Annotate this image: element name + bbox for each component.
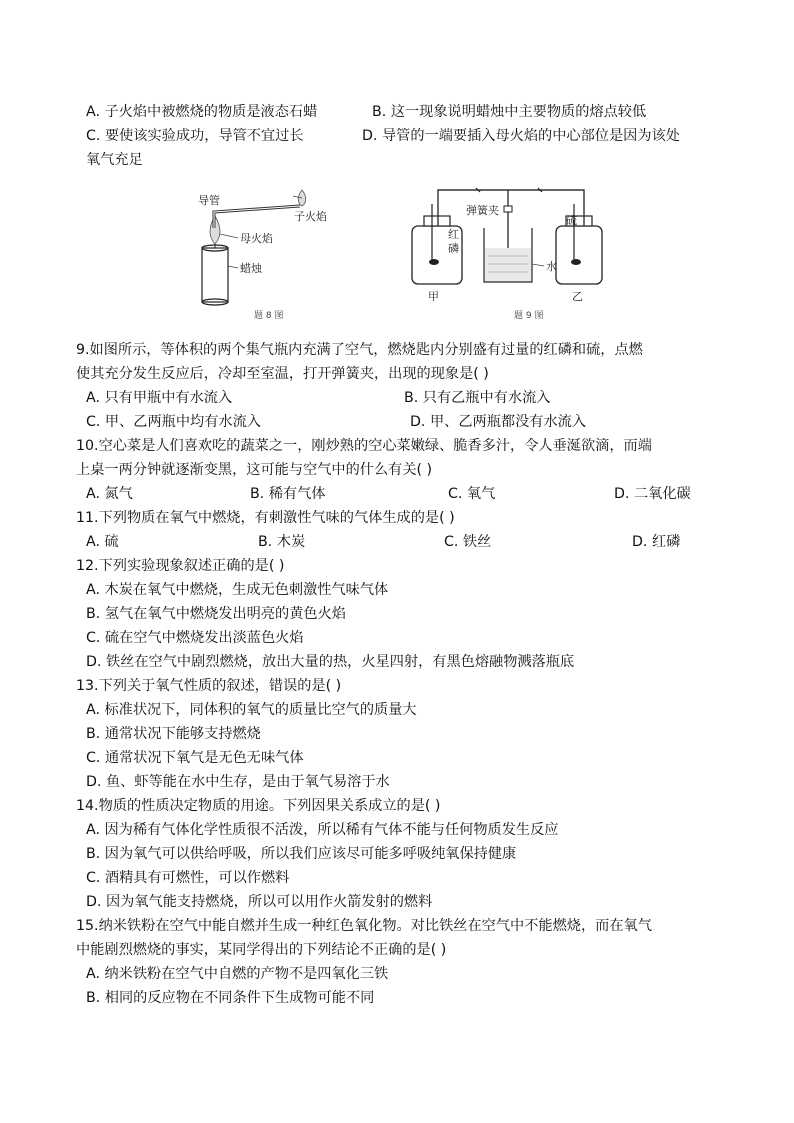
q14-option-c: C. 酒精具有可燃性，可以作燃料 (86, 870, 290, 886)
q11-option-d: D. 红磷 (632, 534, 681, 550)
q13-option-b: B. 通常状况下能够支持燃烧 (86, 726, 261, 742)
q12-option-d: D. 铁丝在空气中剧烈燃烧，放出大量的热，火星四射，有黑色熔融物溅落瓶底 (86, 654, 575, 670)
jar-yi (556, 226, 602, 284)
figure-8-candle-diagram (190, 186, 330, 316)
q15-option-a: A. 纳米铁粉在空气中自燃的产物不是四氧化三铁 (86, 966, 389, 982)
q12-stem: 12.下列实验现象叙述正确的是( ) (76, 558, 285, 574)
q15-stem-line-2: 中能剧烈燃烧的事实，某同学得出的下列结论不正确的是( ) (76, 942, 447, 958)
q15-stem-line-1: 15.纳米铁粉在空气中能自燃并生成一种红色氧化物。对比铁丝在空气中不能燃烧，而在氧气 (76, 918, 652, 934)
q10-stem-line-2: 上桌一两分钟就逐渐变黑，这可能与空气中的什么有关( ) (76, 462, 433, 478)
q13-option-d: D. 鱼、虾等能在水中生存，是由于氧气易溶于水 (86, 774, 390, 790)
q10-option-a: A. 氮气 (86, 486, 133, 502)
q12-option-b: B. 氢气在氧气中燃烧发出明亮的黄色火焰 (86, 606, 346, 622)
q8-option-b: B. 这一现象说明蜡烛中主要物质的熔点较低 (372, 104, 647, 120)
figure-9-yi-label: 乙 (572, 290, 583, 303)
figure-9-water-label: 水 (546, 260, 557, 273)
q11-option-b: B. 木炭 (258, 534, 306, 550)
q14-stem: 14.物质的性质决定物质的用途。下列因果关系成立的是( ) (76, 798, 441, 814)
figure-9-apparatus-diagram (406, 178, 606, 310)
figure-8-candle-label: 蜡烛 (240, 262, 262, 275)
q13-option-c: C. 通常状况下氧气是无色无味气体 (86, 750, 304, 766)
q9-option-c: C. 甲、乙两瓶中均有水流入 (86, 414, 261, 430)
q10-option-b: B. 稀有气体 (250, 486, 326, 502)
q9-option-b: B. 只有乙瓶中有水流入 (404, 390, 551, 406)
candle-body (202, 248, 228, 302)
sulfur-spoon (571, 259, 581, 265)
q14-option-d: D. 因为氧气能支持燃烧，所以可以用作火箭发射的燃料 (86, 894, 433, 910)
q9-stem-line-2: 使其充分发生反应后，冷却至室温，打开弹簧夹，出现的现象是( ) (76, 366, 489, 382)
q10-stem-line-1: 10.空心菜是人们喜欢吃的蔬菜之一，刚炒熟的空心菜嫩绿、脆香多汁，令人垂涎欲滴，而端 (76, 438, 652, 454)
q14-option-b: B. 因为氧气可以供给呼吸，所以我们应该尽可能多呼吸纯氧保持健康 (86, 846, 517, 862)
q8-option-d-continued: 氧气充足 (86, 152, 143, 168)
q12-option-a: A. 木炭在氧气中燃烧，生成无色刺激性气味气体 (86, 582, 389, 598)
q13-option-a: A. 标准状况下，同体积的氧气的质量比空气的质量大 (86, 702, 417, 718)
q9-stem-line-1: 9.如图所示，等体积的两个集气瓶内充满了空气，燃烧匙内分别盛有过量的红磷和硫，点燃 (76, 342, 643, 358)
figure-9-sulfur-label: 硫 (566, 214, 577, 227)
q8-option-d: D. 导管的一端要插入母火焰的中心部位是因为该处 (362, 128, 680, 144)
q10-option-c: C. 氧气 (448, 486, 496, 502)
figure-8-tube-label: 导管 (198, 194, 220, 207)
figure-8-child-flame-label: 子火焰 (294, 210, 327, 223)
figure-9-clamp-label: 弹簧夹 (466, 204, 499, 217)
figure-9-jia-label: 甲 (428, 290, 439, 303)
q13-stem: 13.下列关于氧气性质的叙述，错误的是( ) (76, 678, 342, 694)
q9-option-d: D. 甲、乙两瓶都没有水流入 (410, 414, 587, 430)
q8-option-c: C. 要使该实验成功，导管不宜过长 (86, 128, 304, 144)
q14-option-a: A. 因为稀有气体化学性质很不活泼，所以稀有气体不能与任何物质发生反应 (86, 822, 559, 838)
q11-option-c: C. 铁丝 (444, 534, 492, 550)
figure-9-caption: 题 9 图 (514, 311, 544, 321)
q10-option-d: D. 二氧化碳 (614, 486, 691, 502)
q9-option-a: A. 只有甲瓶中有水流入 (86, 390, 233, 406)
red-phosphorus-spoon (429, 259, 439, 265)
figure-8-mother-flame-label: 母火焰 (240, 232, 273, 245)
q12-option-c: C. 硫在空气中燃烧发出淡蓝色火焰 (86, 630, 304, 646)
figure-9-red-label-2: 磷 (448, 242, 459, 255)
q15-option-b: B. 相同的反应物在不同条件下生成物可能不同 (86, 990, 375, 1006)
q11-option-a: A. 硫 (86, 534, 119, 550)
q11-stem: 11.下列物质在氧气中燃烧，有刺激性气味的气体生成的是( ) (76, 510, 455, 526)
spring-clamp-icon (504, 206, 512, 212)
figure-8-caption: 题 8 图 (254, 311, 284, 321)
q8-option-a: A. 子火焰中被燃烧的物质是液态石蜡 (86, 104, 318, 120)
figure-9-red-label-1: 红 (448, 228, 459, 241)
